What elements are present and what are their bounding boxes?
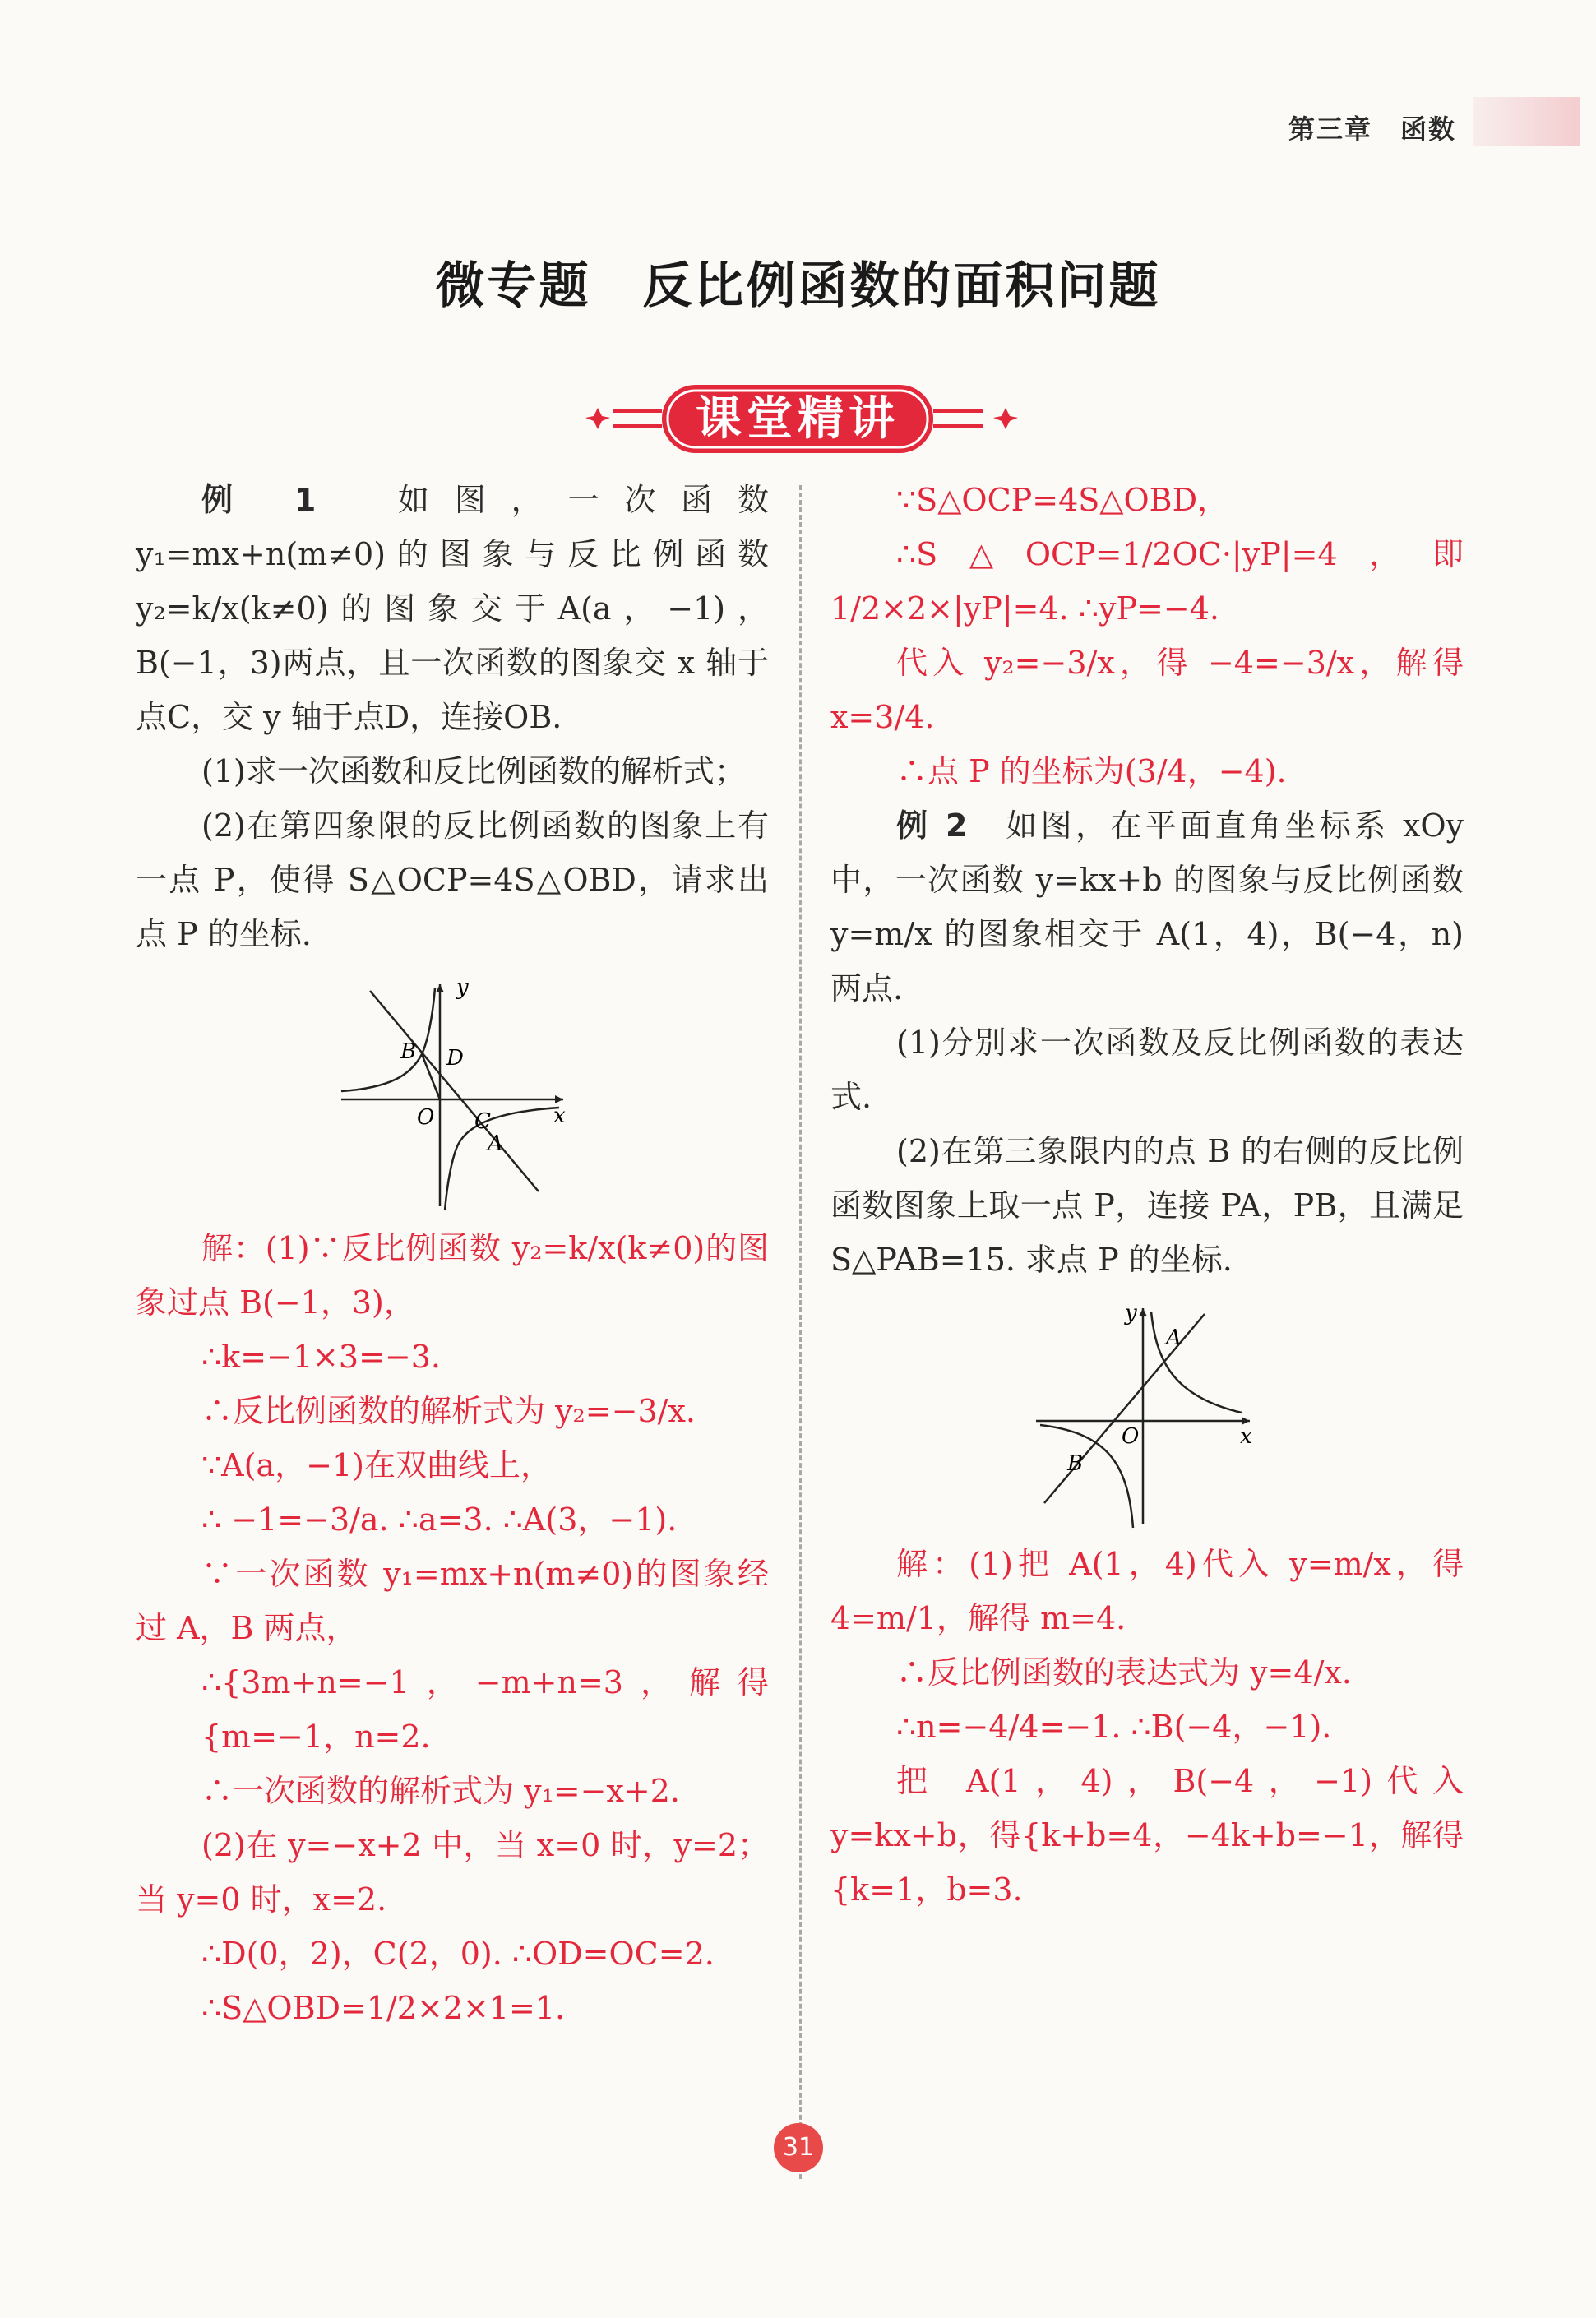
- y-axis-arrow: [436, 984, 444, 992]
- solution-1-line: ∴一次函数的解析式为 y₁=−x+2.: [201, 1773, 680, 1809]
- solution-1-continued: ∴S△OCP=1/2OC·|yP|=4，即1/2×2×|yP|=4. ∴yP=−4.: [830, 536, 1464, 627]
- right-column: [830, 473, 1464, 1917]
- solution-1-continued: ∴点 P 的坐标为(3/4，−4).: [896, 753, 1287, 789]
- example-2-question-1: (1)分别求一次函数及反比例函数的表达式.: [830, 1025, 1464, 1115]
- y-axis-arrow: [1139, 1308, 1147, 1316]
- left-column: [136, 473, 769, 2035]
- solution-1-continued: 代入 y₂=−3/x，得 −4=−3/x，解得 x=3/4.: [830, 645, 1464, 735]
- hyperbola-branch-2: [341, 988, 435, 1091]
- label-b: B: [1067, 1451, 1084, 1476]
- example-1-statement: 例 1 如图，一次函数 y₁=mx+n(m≠0)的图象与反比例函数 y₂=k/x(k≠0)的图象交于A(a，−1)，B(−1，3)两点，且一次函数的图象交 x 轴于点C，交 y 轴于点D，连接OB.: [136, 482, 769, 735]
- example-1-label: 例 1: [201, 482, 317, 518]
- label-o: O: [417, 1105, 435, 1130]
- solution-1-line: ∴{3m+n=−1，−m+n=3，解得{m=−1，n=2.: [201, 1664, 769, 1755]
- label-y: y: [1125, 1302, 1137, 1326]
- hyperbola-branch-3: [1040, 1425, 1133, 1528]
- label-c: C: [474, 1109, 491, 1134]
- label-x: x: [1240, 1424, 1252, 1449]
- solution-1-continued: ∵S△OCP=4S△OBD，: [896, 482, 1229, 518]
- example-2-statement: 例 2 如图，在平面直角坐标系 xOy 中，一次函数 y=kx+b 的图象与反比例函数 y=m/x 的图象相交于 A(1，4)，B(−4，n)两点.: [830, 807, 1464, 1006]
- solution-2-line: ∴反比例函数的表达式为 y=4/x.: [896, 1654, 1352, 1691]
- solution-1-line: ∴D(0，2)，C(2，0). ∴OD=OC=2.: [201, 1936, 715, 1972]
- column-divider: [799, 485, 802, 2179]
- solution-1-line: ∵A(a，−1)在双曲线上，: [201, 1447, 552, 1483]
- section-banner: [576, 380, 1020, 458]
- example-1-question-2: (2)在第四象限的反比例函数的图象上有一点 P，使得 S△OCP=4S△OBD，请求出点 P 的坐标.: [136, 807, 769, 952]
- solution-2-line: 解：(1)把 A(1，4)代入 y=m/x，得 4=m/1，解得 m=4.: [830, 1546, 1464, 1636]
- solution-1-line: (2)在 y=−x+2 中，当 x=0 时，y=2；当 y=0 时，x=2.: [136, 1827, 769, 1918]
- chapter-header: 第三章 函数: [1288, 113, 1456, 145]
- label-a: A: [488, 1131, 503, 1156]
- figure-2-graph: [1028, 1302, 1258, 1532]
- example-2-label: 例 2: [896, 807, 968, 844]
- segment-ob: [422, 1054, 440, 1099]
- page-number: 31: [774, 2123, 823, 2172]
- label-a: A: [1166, 1326, 1182, 1350]
- label-y: y: [456, 976, 469, 1000]
- solution-1-line: ∴k=−1×3=−3.: [201, 1339, 442, 1375]
- solution-1-line: 解：(1)∵反比例函数 y₂=k/x(k≠0)的图象过点 B(−1，3)，: [136, 1230, 769, 1321]
- label-x: x: [553, 1103, 566, 1128]
- banner-label: 课堂精讲: [696, 392, 900, 446]
- header-tab-decoration: [1473, 97, 1580, 146]
- label-b: B: [400, 1039, 417, 1064]
- x-axis-arrow: [555, 1095, 563, 1103]
- solution-1-line: ∴ −1=−3/a. ∴a=3. ∴A(3，−1).: [201, 1501, 678, 1538]
- hyperbola-branch-4: [445, 1108, 559, 1210]
- figure-1-graph: [325, 976, 571, 1215]
- label-d: D: [446, 1046, 464, 1071]
- solution-1-line: ∴S△OBD=1/2×2×1=1.: [201, 1990, 566, 2026]
- page-title: 微专题 反比例函数的面积问题: [435, 257, 1161, 315]
- solution-1-line: ∵一次函数 y₁=mx+n(m≠0)的图象经过 A，B 两点，: [136, 1556, 769, 1646]
- solution-1-line: ∴反比例函数的解析式为 y₂=−3/x.: [201, 1393, 696, 1429]
- solution-2-line: 把 A(1，4)，B(−4，−1)代入 y=kx+b，得{k+b=4，−4k+b=−1，解得{k=1，b=3.: [830, 1763, 1464, 1908]
- example-1-question-1: (1)求一次函数和反比例函数的解析式；: [201, 753, 746, 789]
- line-y1: [370, 991, 539, 1191]
- label-o: O: [1122, 1424, 1140, 1449]
- solution-2-line: ∴n=−4/4=−1. ∴B(−4，−1).: [896, 1709, 1332, 1745]
- example-2-question-2: (2)在第三象限内的点 B 的右侧的反比例函数图象上取一点 P，连接 PA，PB，且满足 S△PAB=15. 求点 P 的坐标.: [830, 1133, 1464, 1278]
